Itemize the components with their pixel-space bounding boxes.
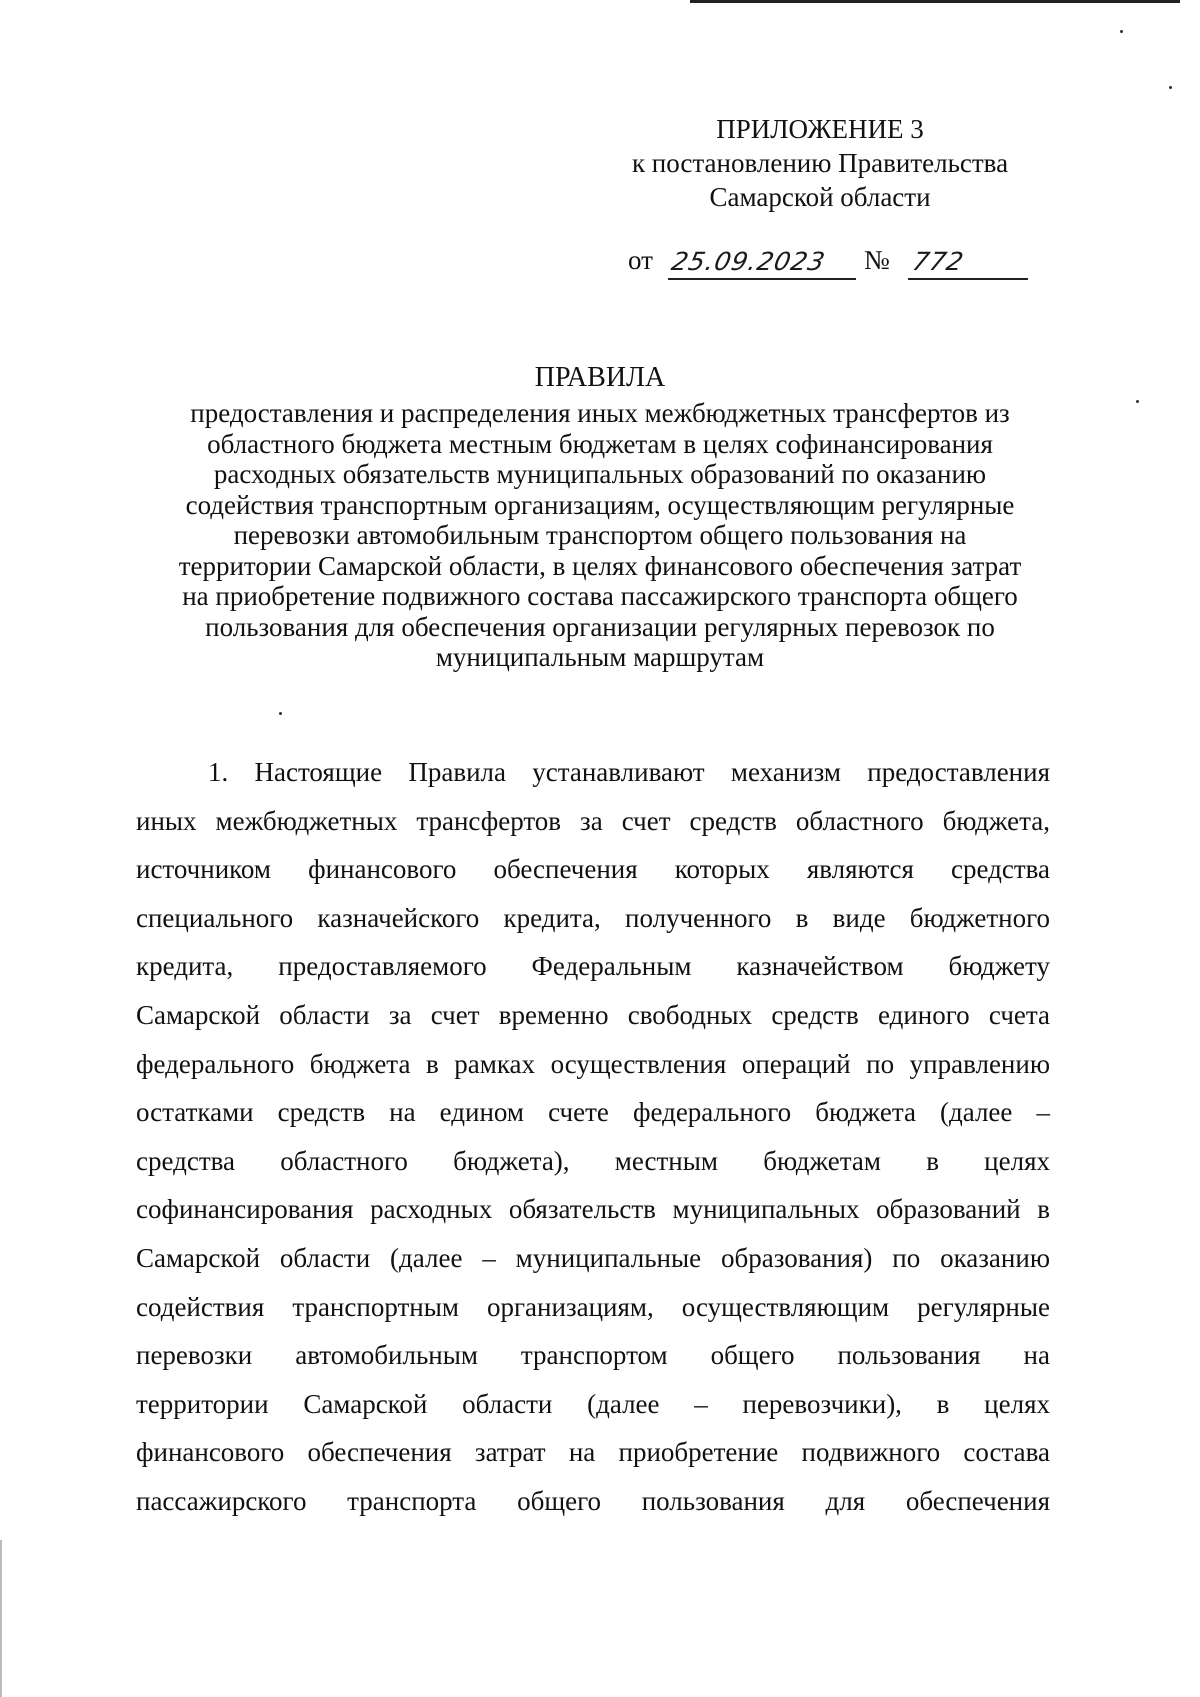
scan-speck — [279, 712, 282, 715]
number-label: № — [864, 245, 890, 275]
subtitle-line: содействия транспортным организациям, осуществляющим регулярные — [185, 489, 1015, 520]
subtitle-line: расходных обязательств муниципальных образований по оказанию — [213, 459, 987, 489]
document-subtitle — [130, 398, 1070, 673]
top-border-line — [690, 0, 1180, 3]
paragraph-line: софинансирования расходных обязательств муниципальных образований в — [136, 1194, 1050, 1225]
paragraph-line: иных межбюджетных трансфертов за счет средств областного бюджета, — [136, 805, 1050, 836]
handwritten-number: 772 — [909, 247, 967, 276]
scan-speck — [1120, 30, 1123, 33]
paragraph-line: федерального бюджета в рамках осуществления операций по управлению — [136, 1048, 1050, 1079]
paragraph-line: перевозки автомобильным транспортом общего пользования на — [136, 1340, 1050, 1371]
paragraph-1 — [136, 748, 1050, 1526]
document-title: ПРАВИЛА — [534, 362, 666, 393]
paragraph-line: средства областного бюджета), местным бюджетам в целях — [136, 1145, 1050, 1176]
appendix-block — [600, 112, 1040, 214]
paragraph-line: 1. Настоящие Правила устанавливают механизм предоставления — [208, 757, 1050, 787]
paragraph-line: Самарской области (далее – муниципальные образования) по оказанию — [136, 1242, 1050, 1273]
handwritten-date: 25.09.2023 — [668, 247, 829, 276]
subtitle-line: перевозки автомобильным транспортом общего пользования на — [233, 520, 967, 550]
date-underline — [668, 278, 856, 280]
paragraph-line: содействия транспортным организациям, осуществляющим регулярные — [136, 1291, 1050, 1322]
subtitle-line: на приобретение подвижного состава пассажирского транспорта общего — [182, 581, 1018, 611]
appendix-number: ПРИЛОЖЕНИЕ 3 — [716, 114, 924, 144]
subtitle-line: пользования для обеспечения организации регулярных перевозок по — [205, 611, 995, 642]
paragraph-line: Самарской области за счет временно свободных средств единого счета — [136, 999, 1050, 1030]
scan-speck — [1169, 86, 1172, 89]
number-underline — [908, 278, 1028, 280]
paragraph-line: пассажирского транспорта общего пользования для обеспечения — [136, 1485, 1050, 1516]
paragraph-line: специального казначейского кредита, полученного в виде бюджетного — [136, 902, 1050, 933]
paragraph-line: финансового обеспечения затрат на приобретение подвижного состава — [136, 1437, 1050, 1468]
scan-speck — [1136, 400, 1139, 403]
paragraph-line: территории Самарской области (далее – перевозчики), в целях — [136, 1388, 1050, 1419]
paragraph-line: источником финансового обеспечения которых являются средства — [136, 854, 1050, 885]
appendix-region: Самарской области — [709, 182, 931, 212]
subtitle-line: муниципальным маршрутам — [435, 642, 765, 672]
decree-date-number — [628, 246, 1028, 282]
subtitle-line: областного бюджета местным бюджетам в целях софинансирования — [207, 428, 993, 459]
subtitle-line: предоставления и распределения иных межбюджетных трансфертов из — [190, 398, 1010, 428]
appendix-reference: к постановлению Правительства — [631, 148, 1009, 178]
paragraph-line: остатками средств на едином счете федерального бюджета (далее – — [136, 1097, 1050, 1128]
paragraph-line: кредита, предоставляемого Федеральным казначейством бюджету — [136, 951, 1050, 982]
subtitle-line: территории Самарской области, в целях финансового обеспечения затрат — [178, 550, 1022, 581]
from-label: от — [628, 245, 653, 275]
scan-edge — [0, 1540, 2, 1697]
